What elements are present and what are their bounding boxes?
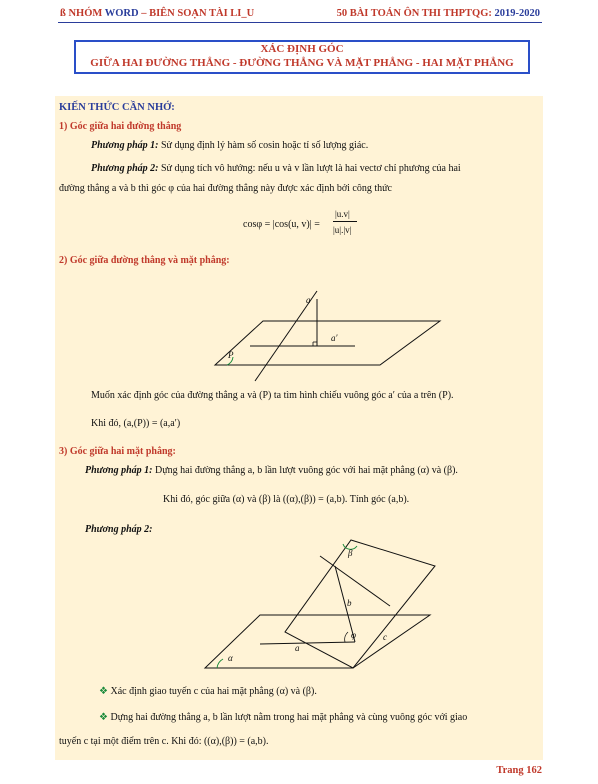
s1-formula-fraction-bar [333,221,357,222]
s1-method-1 [91,140,368,152]
header-book-title: 50 BÀI TOÁN ÔN THI THPTQG: [336,8,492,19]
two-planes-figure [205,536,445,676]
s1-method-2 [91,163,461,175]
s3-method-1-text: Dựng hai đường thẳng a, b lần lượt vuông góc với hai mặt phẳng (α) và (β). [154,465,458,476]
bullet-item-1-text: Xác định giao tuyến c của hai mặt phẳng (α) và (β). [110,686,317,697]
section-heading: KIẾN THỨC CẦN NHỚ: [59,102,175,113]
fig2-label-a: a [295,643,300,653]
page-number: Trang 162 [496,765,542,776]
s1-method-2-cont: đường thẳng a và b thì góc φ của hai đường thẳng này được xác định bởi công thức [59,183,392,194]
s3-method-1-label: Phương pháp 1: [85,465,153,476]
s2-text-1: Muốn xác định góc của đường thẳng a và (P) ta tìm hình chiếu vuông góc a′ của a trên (P). [91,390,454,401]
section-1-title: 1) Góc giữa hai đường thẳng [59,121,182,132]
header-right [337,8,540,19]
header-left [60,8,254,19]
header-group-label: ß NHÓM [60,8,103,19]
s3-method-1 [85,465,458,477]
content-panel [55,96,543,760]
title-box [74,40,530,74]
s1-formula-denominator: |u|.|v| [333,225,352,235]
fig2-label-alpha: α [228,653,233,663]
s1-formula-left: cosφ = |cos(u, v)| = [243,219,320,230]
fig2-label-phi: φ [351,630,356,640]
s2-text-2: Khi đó, (a,(P)) = (a,a′) [91,418,181,429]
s1-method-1-label: Phương pháp 1: [91,140,159,151]
bullet-item-2-text: Dựng hai đường thẳng a, b lần lượt nằm trong hai mặt phẳng và cùng vuông góc với giao [110,712,468,723]
bullet-icon: ❖ [99,686,108,697]
fig1-label-a-prime: a′ [331,333,338,343]
fig2-label-beta: β [348,548,353,558]
section-2-title: 2) Góc giữa đường thẳng và mặt phẳng: [59,255,230,266]
bullet-item-2 [99,712,467,724]
bullet-icon: ❖ [99,712,108,723]
s3-method-2-label: Phương pháp 2: [85,524,153,535]
fig1-label-a: a [306,295,311,305]
s1-method-2-label: Phương pháp 2: [91,163,159,174]
s3-method-1-cont: Khi đó, góc giữa (α) và (β) là ((α),(β)) = (a,b). Tính góc (a,b). [163,494,410,505]
header-word-label: WORD [104,8,139,19]
header-year: 2019-2020 [494,8,540,19]
header-divider [58,22,542,23]
fig1-label-P: P [228,350,234,360]
line-plane-figure [205,291,445,391]
s1-method-1-text: Sử dụng định lý hàm số cosin hoặc tỉ số lượng giác. [160,140,369,151]
title-line-1: XÁC ĐỊNH GÓC [260,43,344,55]
s1-formula-numerator: |u.v| [335,209,350,219]
header-group-rest: – BIÊN SOẠN TÀI LI_U [141,8,255,19]
bullet-item-1 [99,686,317,698]
fig2-label-c: c [383,632,387,642]
fig2-label-b: b [347,598,352,608]
section-3-title: 3) Góc giữa hai mặt phẳng: [59,446,176,457]
title-line-2: GIỮA HAI ĐƯỜNG THẲNG - ĐƯỜNG THẲNG VÀ MẶT PHẲNG - HAI MẶT PHẲNG [90,57,514,69]
bullet-item-2-cont: tuyến c tại một điểm trên c. Khi đó: ((α),(β)) = (a,b). [59,736,269,747]
s1-method-2-text: Sử dụng tích vô hướng: nếu u và v lần lượt là hai vectơ chỉ phương của hai [160,163,461,174]
